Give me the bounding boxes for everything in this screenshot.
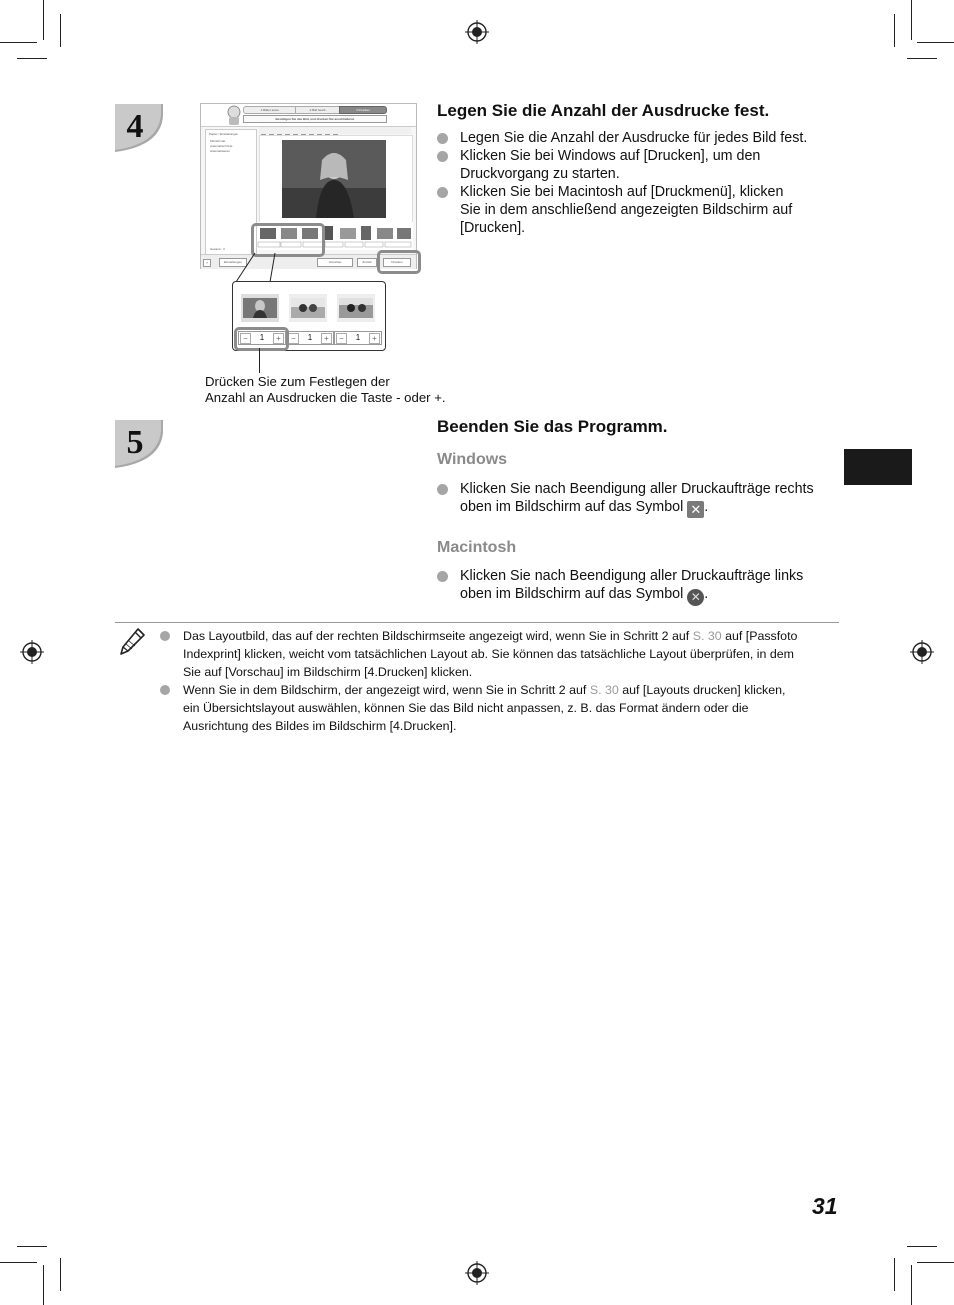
count-value[interactable]: 1 (355, 333, 361, 342)
bullet-icon (160, 631, 170, 641)
notes-divider (115, 622, 839, 623)
registration-mark-left-icon (20, 640, 44, 664)
bullet-text-end: . (704, 586, 709, 602)
bullet-text: Klicken Sie bei Macintosh auf [Druckmenü], klicken (460, 184, 784, 200)
help-button[interactable]: ? (203, 259, 211, 267)
settings-button[interactable]: Einstellungen (219, 258, 247, 267)
note-text: ein Übersichtslayout auswählen, können Sie das Bild nicht anpassen, z. B. das Format ändern oder die (183, 701, 749, 715)
page-number: 31 (812, 1193, 838, 1219)
main-photo (282, 140, 386, 218)
note-text: Wenn Sie in dem Bildschirm, der angezeigt wird, wenn Sie in Schritt 2 auf (183, 683, 587, 697)
minus-button[interactable]: − (336, 333, 347, 344)
caption-line-1: Drücken Sie zum Festlegen der (205, 374, 390, 389)
registration-mark-top-icon (465, 20, 489, 44)
back-button[interactable]: Zurück (357, 258, 377, 267)
note-text: Indexprint] klicken, weicht vom tatsächlichen Layout ab. Sie können das tatsächliche Layout überprüfen, in dem (183, 647, 794, 661)
step-5-badge (115, 420, 163, 468)
tab-select[interactable]: 1.Bilder ausw. (243, 106, 297, 114)
plus-button[interactable]: + (321, 333, 332, 344)
note-text: Das Layoutbild, das auf der rechten Bildschirmseite angezeigt wird, wenn Sie in Schritt 2 auf (183, 629, 690, 643)
step-5-title: Beenden Sie das Programm. (437, 417, 668, 436)
print-button[interactable]: Drucken (383, 258, 411, 267)
option-3[interactable]: Automatisieren (210, 149, 231, 153)
caption-line-2: Anzahl an Ausdrucken die Taste - oder +. (205, 390, 446, 405)
option-2[interactable]: Automatisch fest. (210, 144, 234, 148)
instruction-bar: Bestätigen Sie das Bild, und drucken Sie anschließend. (243, 115, 387, 123)
note-text: Ausrichtung des Bildes im Bildschirm [4.Drucken]. (183, 719, 457, 733)
note-text: auf [Layouts drucken] klicken, (622, 683, 786, 697)
bullet-icon (437, 484, 448, 495)
chapter-tab (844, 449, 912, 485)
bullet-icon (437, 151, 448, 162)
highlight-print-button (377, 250, 421, 274)
count-value[interactable]: 1 (307, 333, 313, 342)
option-1[interactable]: Kleinformat (210, 139, 226, 143)
minus-button[interactable]: − (240, 333, 251, 344)
registration-mark-right-icon (910, 640, 934, 664)
note-text: Sie auf [Vorschau] im Bildschirm [4.Drucken] klicken. (183, 665, 473, 679)
bullet-icon (160, 685, 170, 695)
caption-leader-line (259, 348, 260, 373)
macintosh-heading: Macintosh (437, 539, 517, 556)
page-reference-link[interactable]: S. 30 (692, 629, 722, 643)
settings-panel (205, 129, 257, 255)
page-reference-link[interactable]: S. 30 (589, 683, 619, 697)
step-5-number: 5 (126, 424, 144, 461)
preview-area (259, 135, 413, 223)
mac-close-icon: ✕ (687, 589, 704, 606)
registration-mark-bottom-icon (465, 1261, 489, 1285)
bullet-text: oben im Bildschirm auf das Symbol (460, 586, 684, 602)
tab-edit[interactable]: 2.Bild bearb. (295, 106, 341, 114)
pencil-icon (118, 627, 146, 657)
bullet-text: Klicken Sie nach Beendigung aller Druckaufträge rechts (460, 481, 814, 497)
zoom-thumb-1[interactable] (241, 294, 279, 322)
bullet-text: Klicken Sie nach Beendigung aller Druckaufträge links (460, 568, 804, 584)
count-value[interactable]: 1 (259, 333, 265, 342)
bullet-icon (437, 571, 448, 582)
bullet-text-end: . (704, 499, 709, 515)
bullet-icon (437, 187, 448, 198)
app-header (201, 104, 416, 127)
note-text: auf [Passfoto (725, 629, 798, 643)
bullet-icon (437, 133, 448, 144)
caption (205, 374, 505, 406)
highlight-counter (234, 327, 289, 351)
close-icon: ✕ (687, 501, 704, 518)
bullet-text: Klicken Sie bei Windows auf [Drucken], um den (460, 148, 761, 164)
minus-button[interactable]: − (288, 333, 299, 344)
toolbar (259, 127, 411, 134)
counter-2 (286, 331, 334, 345)
step-4-number: 4 (126, 108, 144, 145)
bullet-text: Legen Sie die Anzahl der Ausdrucke für jedes Bild fest. (460, 130, 808, 146)
counter-3 (334, 331, 382, 345)
bullet-text: Sie in dem anschließend angezeigten Bildschirm auf (460, 202, 793, 218)
step-4-title: Legen Sie die Anzahl der Ausdrucke fest. (437, 101, 770, 120)
plus-button[interactable]: + (369, 333, 380, 344)
total-count: Gesamt : 3 (210, 247, 225, 251)
bullet-text: oben im Bildschirm auf das Symbol (460, 499, 684, 515)
panel-title: Papier / Einstellungen (209, 132, 239, 136)
step-4-badge (115, 104, 163, 152)
bullet-text: [Drucken]. (460, 220, 526, 236)
windows-heading: Windows (437, 451, 508, 468)
zoom-thumb-3[interactable] (337, 294, 375, 322)
preview-button[interactable]: Vorschau (317, 258, 353, 267)
mascot-icon (225, 105, 243, 125)
plus-button[interactable]: + (273, 333, 284, 344)
bullet-text: Druckvorgang zu starten. (460, 166, 620, 182)
tab-print[interactable]: 3.Drucken (339, 106, 387, 114)
zoom-thumb-2[interactable] (289, 294, 327, 322)
